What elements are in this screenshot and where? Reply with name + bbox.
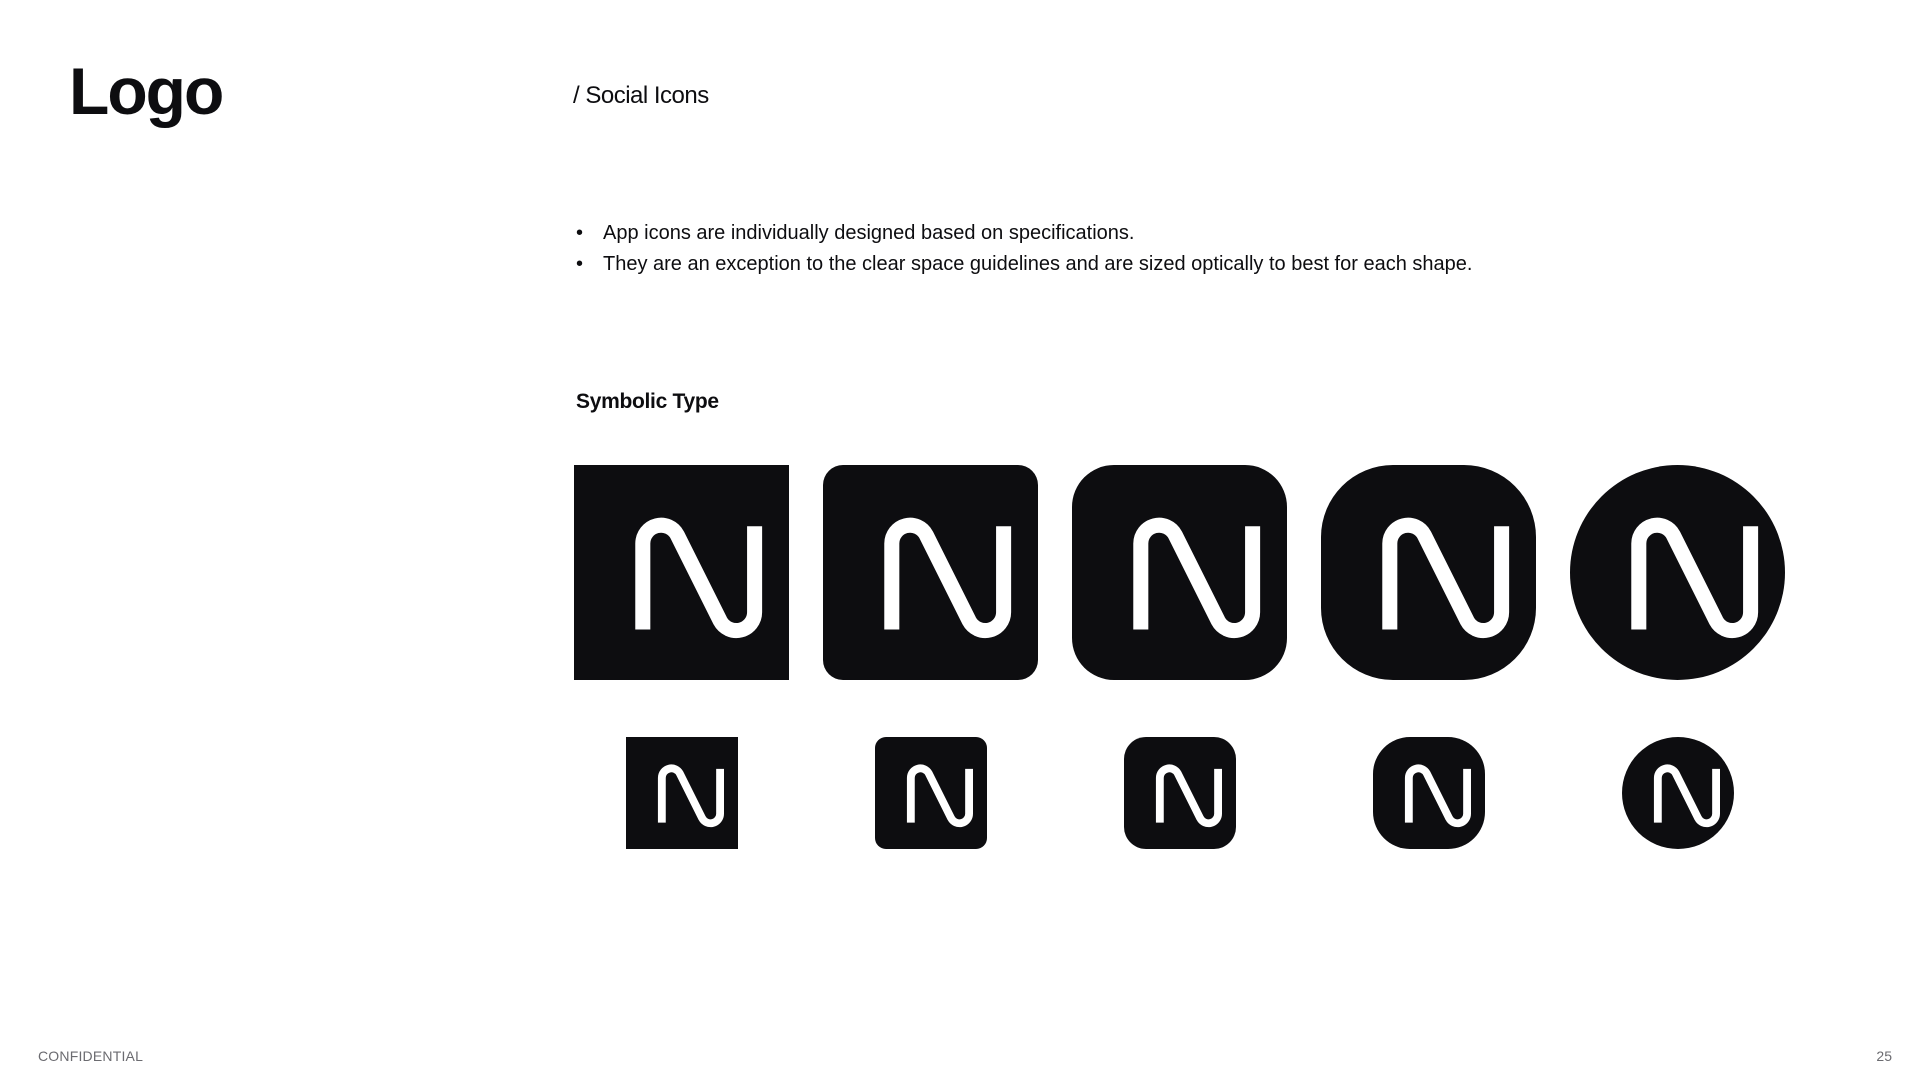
app-icon-circle-large	[1570, 465, 1785, 680]
n-logo-icon	[823, 465, 1038, 680]
n-logo-icon	[875, 737, 987, 849]
section-label: / Social Icons	[573, 82, 709, 109]
n-logo-icon	[1124, 737, 1236, 849]
notes-list	[576, 218, 1472, 280]
n-logo-icon	[1072, 465, 1287, 680]
n-logo-icon	[574, 465, 789, 680]
n-logo-icon	[626, 737, 738, 849]
confidential-label: CONFIDENTIAL	[38, 1048, 144, 1064]
n-logo-icon	[1373, 737, 1485, 849]
app-icon-rounded-medium-radius-small	[1124, 737, 1236, 849]
app-icon-squircle-small	[1373, 737, 1485, 849]
app-icon-circle-small	[1622, 737, 1734, 849]
symbolic-type-heading: Symbolic Type	[576, 390, 719, 413]
note-item: • They are an exception to the clear space guidelines and are sized optically to best for each shape.	[576, 249, 1472, 280]
n-logo-icon	[1321, 465, 1536, 680]
page-title: Logo	[69, 54, 223, 128]
page-number: 25	[1876, 1048, 1892, 1064]
app-icon-rounded-small-radius-small	[875, 737, 987, 849]
app-icon-square-large	[574, 465, 789, 680]
app-icon-rounded-small-radius-large	[823, 465, 1038, 680]
n-logo-icon	[1570, 465, 1785, 680]
n-logo-icon	[1622, 737, 1734, 849]
note-item: • App icons are individually designed based on specifications.	[576, 218, 1472, 249]
app-icon-square-small	[626, 737, 738, 849]
app-icon-rounded-medium-radius-large	[1072, 465, 1287, 680]
app-icon-squircle-large	[1321, 465, 1536, 680]
